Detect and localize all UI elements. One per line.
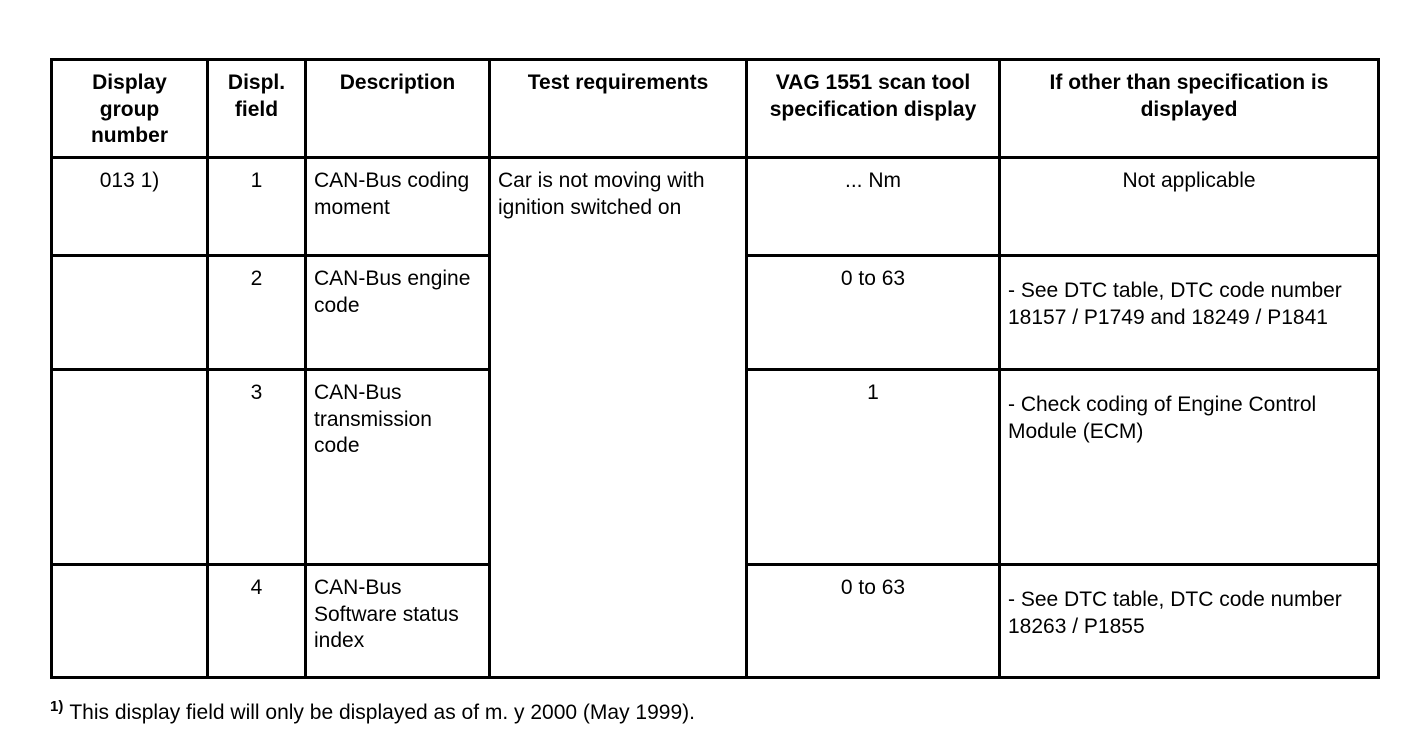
cell-field: 2 <box>208 256 306 370</box>
cell-action <box>1000 370 1379 565</box>
cell-description: CAN-Bus Software status index <box>306 565 490 678</box>
cell-field: 1 <box>208 158 306 256</box>
cell-action <box>1000 565 1379 678</box>
header-description: Description <box>306 60 490 158</box>
cell-action-text: - See DTC table, DTC code number 18263 / P1855 <box>1008 588 1342 638</box>
header-display-group-number: Display group number <box>52 60 208 158</box>
cell-field: 4 <box>208 565 306 678</box>
cell-field: 3 <box>208 370 306 565</box>
cell-spec: 0 to 63 <box>747 256 1000 370</box>
footnote-text: This display field will only be displayed as of m. y 2000 (May 1999). <box>69 701 695 724</box>
cell-action-text: - Check coding of Engine Control Module (ECM) <box>1008 393 1317 443</box>
cell-group <box>52 565 208 678</box>
cell-spec: ... Nm <box>747 158 1000 256</box>
cell-action-text: - See DTC table, DTC code number 18157 / P1749 and 18249 / P1841 <box>1008 279 1342 329</box>
cell-action: Not applicable <box>1000 158 1379 256</box>
cell-description: CAN-Bus transmission code <box>306 370 490 565</box>
header-if-other-than-specification: If other than specification is displayed <box>1000 60 1379 158</box>
cell-spec: 1 <box>747 370 1000 565</box>
cell-group: 013 1) <box>52 158 208 256</box>
cell-group <box>52 370 208 565</box>
cell-test-requirements: Car is not moving with ignition switched on <box>490 158 747 678</box>
header-displ-field: Displ. field <box>208 60 306 158</box>
cell-description: CAN-Bus engine code <box>306 256 490 370</box>
footnote-marker: 1) <box>50 698 64 715</box>
cell-action <box>1000 256 1379 370</box>
table-header-row <box>52 60 1379 158</box>
footnote <box>50 700 695 726</box>
table-row <box>52 158 1379 256</box>
header-test-requirements: Test requirements <box>490 60 747 158</box>
cell-description: CAN-Bus coding moment <box>306 158 490 256</box>
diagnostic-table <box>50 58 1380 679</box>
cell-group <box>52 256 208 370</box>
cell-spec: 0 to 63 <box>747 565 1000 678</box>
header-specification-display: VAG 1551 scan tool specification display <box>747 60 1000 158</box>
